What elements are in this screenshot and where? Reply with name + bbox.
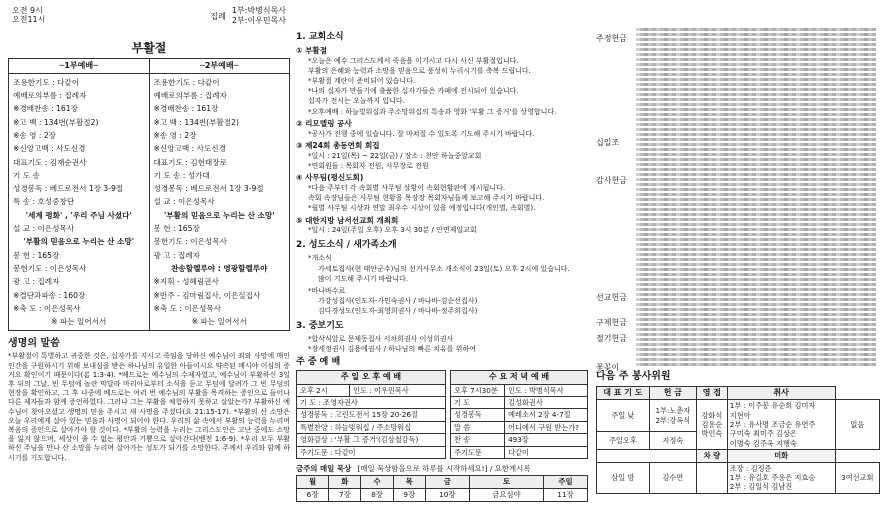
wednesday-row xyxy=(451,409,588,421)
announcement-line: *오늘은 예수 그리스도께서 죽음을 이기시고 다시 사신 부활절입니다. xyxy=(308,56,519,65)
order-line: 기 도 송 xyxy=(13,170,40,180)
order-line: 설 교 : 이은성목사 xyxy=(153,197,215,207)
announcement-heading: ④ 사무팀(평신도회) xyxy=(296,173,364,183)
staff-cell: 없음 xyxy=(835,400,879,450)
offering-members xyxy=(596,28,880,372)
staff-row xyxy=(597,462,880,493)
sunday-row-cell: 기 도 : 조영자권사 xyxy=(297,397,446,409)
staff-header: 헌 금 xyxy=(649,387,696,400)
announcement-line: *부활절 계란이 준비되어 있습니다. xyxy=(308,76,416,85)
order-line: 성경봉독 : 베드로전서 1장 3-9절 xyxy=(153,184,264,194)
wednesday-row-cell: 김성화권사 xyxy=(505,397,588,409)
announcement-item xyxy=(296,141,588,171)
sunday-row-cell: 인도 : 이우민목사 xyxy=(350,384,446,396)
order-line: 봉 헌 : 165장 xyxy=(13,250,60,260)
announcement-line: *연회원들 : 목회자 전원, 사무장로 전원 xyxy=(308,161,429,170)
order-line: 특 송 : 호성중창단 xyxy=(13,197,75,207)
staff-cell: 1부:노춘자 2부:강옥식 xyxy=(649,400,696,432)
bible-chapter: 7장 xyxy=(329,489,361,502)
announcement-item xyxy=(296,216,588,236)
leader-1: 1부:박병식목사 xyxy=(231,6,286,15)
sunday-row-cell: 오후 2시 xyxy=(297,384,350,396)
bible-day: 화 xyxy=(329,476,361,489)
order-line: 광 고 : 집례자 xyxy=(153,250,200,260)
staff-cell: 지정숙 xyxy=(649,432,696,450)
wednesday-row-cell: 어디에서 구원 받는가? xyxy=(505,421,588,433)
order-line: ※고 백 : 134번(부활절2) xyxy=(13,117,99,127)
announcement-line: *일시 : 21일(목) ~ 22일(금) / 장소 : 천안 하늘중앙교회 xyxy=(308,151,482,160)
announcement-line: 부활의 은혜와 능력과 소망을 믿음으로 풍성히 누리시기를 축복 드립니다. xyxy=(308,66,531,75)
sunday-row xyxy=(297,446,446,458)
announcements-column xyxy=(296,28,588,502)
wednesday-row xyxy=(451,434,588,446)
announcement-line: *월별 사무팀 시상과 연말 최우수 시상이 있을 예정입니다(개인별, 속회별). xyxy=(308,204,536,213)
staff-cell: 1부 : 이주봉 유순희 김미자 지현아 2부 : 유사명 조금순 유연주 구미숙 최미주 김상은 이명숙 김주옥 지행숙 xyxy=(727,400,835,450)
order-line: ※신앙고백 : 사도신경 xyxy=(13,144,86,154)
wednesday-row-cell: 예레소서 2장 4-7절 xyxy=(505,409,588,421)
order-line: ※ 파는 일어서서 xyxy=(191,317,247,327)
member-news-list xyxy=(296,253,588,316)
order-line: 봉 헌 : 165장 xyxy=(153,224,200,234)
announcement-line: *오후예배 : 하늘빛워십과 주소망워십의 특송과 영화 '부활 그 증거'를 상영합니다. xyxy=(308,107,557,116)
order-line: ※송 영 : 2장 xyxy=(13,130,57,140)
wednesday-evening-heading: 수 요 저 녁 예 배 xyxy=(451,371,588,384)
bible-day: 토 xyxy=(469,476,543,489)
staff-cell: 3여선교회 xyxy=(835,462,879,493)
prayer-list xyxy=(296,334,588,354)
announcement-line: 십자가 전시는 오늘까지 입니다. xyxy=(308,97,405,106)
service-time-2: 오전11시 xyxy=(12,15,46,25)
offering-category-label: 구제헌금 xyxy=(596,318,627,327)
order-line: 예배로의부름 : 집례자 xyxy=(153,91,227,101)
member-news-heading: *개소식 xyxy=(308,254,332,263)
sunday-row xyxy=(297,409,446,421)
sunday-row xyxy=(297,397,446,409)
wednesday-row-cell: 오후 7시30분 xyxy=(451,384,505,396)
worship-order-column xyxy=(8,6,290,463)
staff-cell xyxy=(697,462,728,493)
member-news-heading: *바나바수료 xyxy=(308,286,346,295)
announcement-line: *일시 : 24일(주일 오후) 오후 3시 30분 / 안면제일교회 xyxy=(308,226,477,235)
wednesday-row xyxy=(451,421,588,433)
order-line: 조용한기도 : 다같이 xyxy=(153,77,220,87)
order-line: 설 교 : 이은성목사 xyxy=(13,224,75,234)
sunday-afternoon-heading: 주 일 오 후 예 배 xyxy=(297,371,446,384)
announcement-item xyxy=(296,119,588,139)
order-line: ※신앙고백 : 사도신경 xyxy=(153,144,226,154)
staff-title: 다음 주 봉사위원 xyxy=(596,371,671,382)
leaders xyxy=(210,6,286,27)
announcement-line: *공사가 진행 중에 있습니다. 잘 마쳐질 수 있도록 기도해 주시기 바랍니다. xyxy=(308,129,535,138)
order-line: 찬송할렐루야 : 영광할렐루야 xyxy=(171,263,268,273)
order-line: ※축 도 : 이은성목사 xyxy=(153,303,222,313)
bible-day: 주일 xyxy=(543,476,587,489)
wednesday-row xyxy=(451,397,588,409)
members-column xyxy=(596,28,880,494)
first-service-heading: ─1부예배─ xyxy=(9,61,149,73)
staff-cell: 조장 : 김정준 1부 : 유길호 주용은 지효승 2부 : 김일식 김남진 xyxy=(727,462,835,493)
staff-header: 취사 xyxy=(727,387,835,400)
bible-reading-title: 금주의 매일 묵상 xyxy=(296,463,352,473)
member-news-line: 가세토집사(현 태안군수)님의 선거사무소 개소식이 23일(토) 오후 2시에 있습니다. xyxy=(318,264,570,273)
sunday-row xyxy=(297,434,446,446)
word-of-life-text: *부활절이 특별하고 귀중한 것은, 십자가를 지시고 죽임을 당하신 예수님이 죄와 사망에 매인 인간을 구원하시기 위해 보내심을 받은 하나님의 유일한 아들이시요 약속된 메시야 이심의 증거요 확인이기 때문이다(롬 1:3-4). *베드로는 예수님의 수제자였고, 예수님이 부활하신 3일 후 뒤의 그날, 빈 무덤에 놀란 막달라 마리아로부터 소식을 듣고 무덤에 달려가 그 빈 무덤의 현장을 확인하고, 그 후 나중에 베드로는 여러 번 예수님의 부활을 목격하는 증인으로 들어나 다른 제자들과 함께 증언하였다. 그러나 그는 부활을 체험하지 못하고 살았는가? 부활하신 예수님이 찾아오셨고 생명의 믿음 주시고 새 사명을 주셨다(요 21:15-17). *부활의 산 소망은 오늘 우리에게 살아 있는 믿음과 사명이 되어야 한다. 우리의 삶 속에서 부활의 능력을 누리며 복음의 증인으로 살아가야 할 것이다. *부활의 능력을 누리는 그리스도인은 고난 중에도 소망을 잃지 않으며, 세상이 줄 수 없는 평안과 기쁨으로 살아간다(벧전 1:6-9). *우리 모두 부활하신 주님을 만나 산 소망을 누리며 살아가는 성도가 되기를 소망한다. 주께서 우리와 함께 하시기를 기도합니다. xyxy=(8,352,290,462)
bible-reading-subtitle: [매일 묵상함을으로 하루를 시작하세요!] / 요한계시록 xyxy=(357,463,531,473)
wednesday-row-cell: 찬 송 xyxy=(451,434,505,446)
wednesday-row xyxy=(451,446,588,458)
staff-cell: 김수연 xyxy=(649,462,696,493)
staff-cell: 주일오후 xyxy=(597,432,650,450)
prayer-line: *합삭식앞로 문제동집사 서차희권사 이성희권사 xyxy=(308,335,454,344)
order-line: ※송 영 : 2장 xyxy=(153,130,197,140)
wednesday-row-cell: 인도 : 박병식목사 xyxy=(505,384,588,396)
service-times xyxy=(12,6,45,27)
offering-category-label: 절기헌금 xyxy=(596,334,627,343)
staff-cell: 삼일 밤 xyxy=(597,462,650,493)
staff-cell: 강화식 김용순 박인숙 xyxy=(697,400,728,450)
order-line: 기 도 송 : 성가대 xyxy=(153,170,210,180)
order-line: ※지휘 - 성혜림권사 xyxy=(153,277,219,287)
order-line: ※축 도 : 이은성목사 xyxy=(13,303,81,313)
order-line: ※고 백 : 134번(부활절2) xyxy=(153,117,239,127)
order-line: ※경배찬송 : 161장 xyxy=(153,104,219,114)
bible-chapter: 9장 xyxy=(393,489,425,502)
announcement-heading: ③ 제24회 총동연회 회집 xyxy=(296,140,380,150)
service-time-1: 오전 9시 xyxy=(12,6,43,15)
staff-table xyxy=(596,386,880,494)
announcement-heading: ⑤ 대한지방 남서선교회 개최회 xyxy=(296,215,399,225)
word-of-life xyxy=(8,337,290,462)
announcement-item xyxy=(296,46,588,117)
offering-category-label: 감사헌금 xyxy=(596,176,627,185)
wednesday-row xyxy=(451,384,588,396)
prayer-line: *장세정권사 김용애권사 / 하나님의 빠른 치유를 위하여 xyxy=(308,345,476,354)
staff-row xyxy=(597,400,880,432)
order-title: 부활절 xyxy=(131,40,167,55)
staff-header: 영 접 xyxy=(697,387,728,400)
bible-day: 목 xyxy=(393,476,425,489)
staff-cell: 주일 낮 xyxy=(597,400,650,432)
announcement-line: 속회 속장님들은 사무팀 현황을 목장장 목회자님들께 보고해 주시기 바랍니다. xyxy=(308,194,545,203)
announcement-heading: ① 부활절 xyxy=(296,45,328,55)
leader-label: 집례 xyxy=(210,11,226,21)
service-times-header xyxy=(8,6,290,27)
order-line: 대표기도 : 김현태장로 xyxy=(153,157,227,167)
bible-reading-header xyxy=(296,464,588,474)
order-line: ※반주 - 김마림집사, 이은실집사 xyxy=(153,290,261,300)
member-news-line: 김다경성도(인도자-최영희권사 / 바나바-정주희집사) xyxy=(318,307,478,316)
wednesday-row-cell: 493장 xyxy=(505,434,588,446)
announcement-item xyxy=(296,173,588,213)
wednesday-row-cell: 말 씀 xyxy=(451,421,505,433)
member-news-item xyxy=(296,286,588,317)
sunday-row-cell: 영화감상 : '부활 그 증거'(김상철감독) xyxy=(297,434,446,446)
order-line: 광 고 : 집례자 xyxy=(13,277,60,287)
bible-chapter: 10장 xyxy=(425,489,469,502)
bible-day: 월 xyxy=(297,476,329,489)
staff-cell xyxy=(597,450,697,462)
member-news-item xyxy=(296,253,588,284)
wednesday-row-cell: 성경봉독 xyxy=(451,409,505,421)
order-line: '세계 평화' , '우리 주님 사셨다' xyxy=(25,210,132,220)
bible-day: 금 xyxy=(425,476,469,489)
wednesday-row-cell: 다같이 xyxy=(505,446,588,458)
member-news-title: 2. 성도소식 / 새가족소개 xyxy=(296,239,397,250)
first-service-order xyxy=(9,59,149,330)
offering-category-label: 선교헌금 xyxy=(596,293,627,302)
bible-chapter: 금요심야 xyxy=(469,489,543,502)
announcement-heading: ② 리모델링 공사 xyxy=(296,118,352,128)
bible-chapter: 8장 xyxy=(361,489,393,502)
member-news-line: 많이 기도해 주시기 바랍니다. xyxy=(318,274,409,283)
word-of-life-title: 생명의 말씀 xyxy=(8,338,60,350)
offering-name-grid xyxy=(636,28,876,366)
order-line: 봉헌기도 : 이은성목사 xyxy=(13,263,87,273)
order-line: 대표기도 : 김재순권사 xyxy=(13,157,87,167)
name-column xyxy=(872,28,876,366)
next-week-staff xyxy=(596,370,880,494)
bible-chapter: 6장 xyxy=(297,489,329,502)
staff-cell: 차 량 xyxy=(697,450,728,462)
church-news-list xyxy=(296,46,588,236)
offering-category-label: 십일조 xyxy=(596,138,620,147)
worship-order-box xyxy=(8,58,290,331)
order-line: 조용한기도 : 다같이 xyxy=(13,77,80,87)
sunday-row-cell: 특별찬양 : 하늘빛워십 / 주소망워십 xyxy=(297,421,446,433)
offering-category-label: 주정헌금 xyxy=(596,34,627,43)
prayer-title: 3. 중보기도 xyxy=(296,320,344,331)
staff-header: 대 표 기 도 xyxy=(597,387,650,400)
order-line: 성경봉독 : 베드로전서 1장 3-9절 xyxy=(13,184,124,194)
order-line: '부활의 믿음으로 누리는 산 소망' xyxy=(163,210,275,220)
weekly-worship-tables xyxy=(296,370,588,459)
order-line: ※경배찬송 : 161장 xyxy=(13,104,78,114)
bible-day: 수 xyxy=(361,476,393,489)
sunday-row xyxy=(297,384,446,396)
member-news-line: 가강성집사(인도자-가민숙권사 / 바나바-김순선집사) xyxy=(318,297,478,306)
offering-category-label: 꽃꽂이 xyxy=(596,363,620,372)
order-line: 예배로의부름 : 집례자 xyxy=(13,91,87,101)
staff-row xyxy=(597,450,880,462)
weekly-worship-title: 주 중 예 배 xyxy=(296,356,341,367)
leader-2: 2부:이우민목사 xyxy=(231,16,286,26)
church-news-title: 1. 교회소식 xyxy=(296,32,344,42)
order-line: 봉헌기도 : 이은성목사 xyxy=(153,237,227,247)
sunday-row-cell: 주기도문 : 다같이 xyxy=(297,446,446,458)
announcement-line: *나의 십자가 만들기에 출품한 십자가들은 카페에 전시되어 있습니다. xyxy=(308,87,519,96)
wednesday-evening-table xyxy=(450,370,588,459)
sunday-afternoon-table xyxy=(296,370,446,459)
sunday-row-cell: 성경봉독 : 고린도전서 15장 20-26절 xyxy=(297,409,446,421)
staff-cell: 미화 xyxy=(727,450,835,462)
order-line: ※ 파는 일어서서 xyxy=(51,317,107,327)
announcement-line: *다음 주부터 각 속회별 사무팀 상황이 속회현황판에 게시됩니다. xyxy=(308,183,506,192)
bible-reading-table xyxy=(296,475,588,501)
order-line: '부활의 믿음으로 누리는 산 소망' xyxy=(23,237,135,247)
order-line: ※결단과파송 : 160장 xyxy=(13,290,86,300)
second-service-order xyxy=(149,59,290,330)
second-service-heading: ─2부예배─ xyxy=(150,61,290,73)
sunday-row xyxy=(297,421,446,433)
wednesday-row-cell: 기 도 xyxy=(451,397,505,409)
bible-chapter: 11장 xyxy=(543,489,587,502)
wednesday-row-cell: 주기도문 xyxy=(451,446,505,458)
